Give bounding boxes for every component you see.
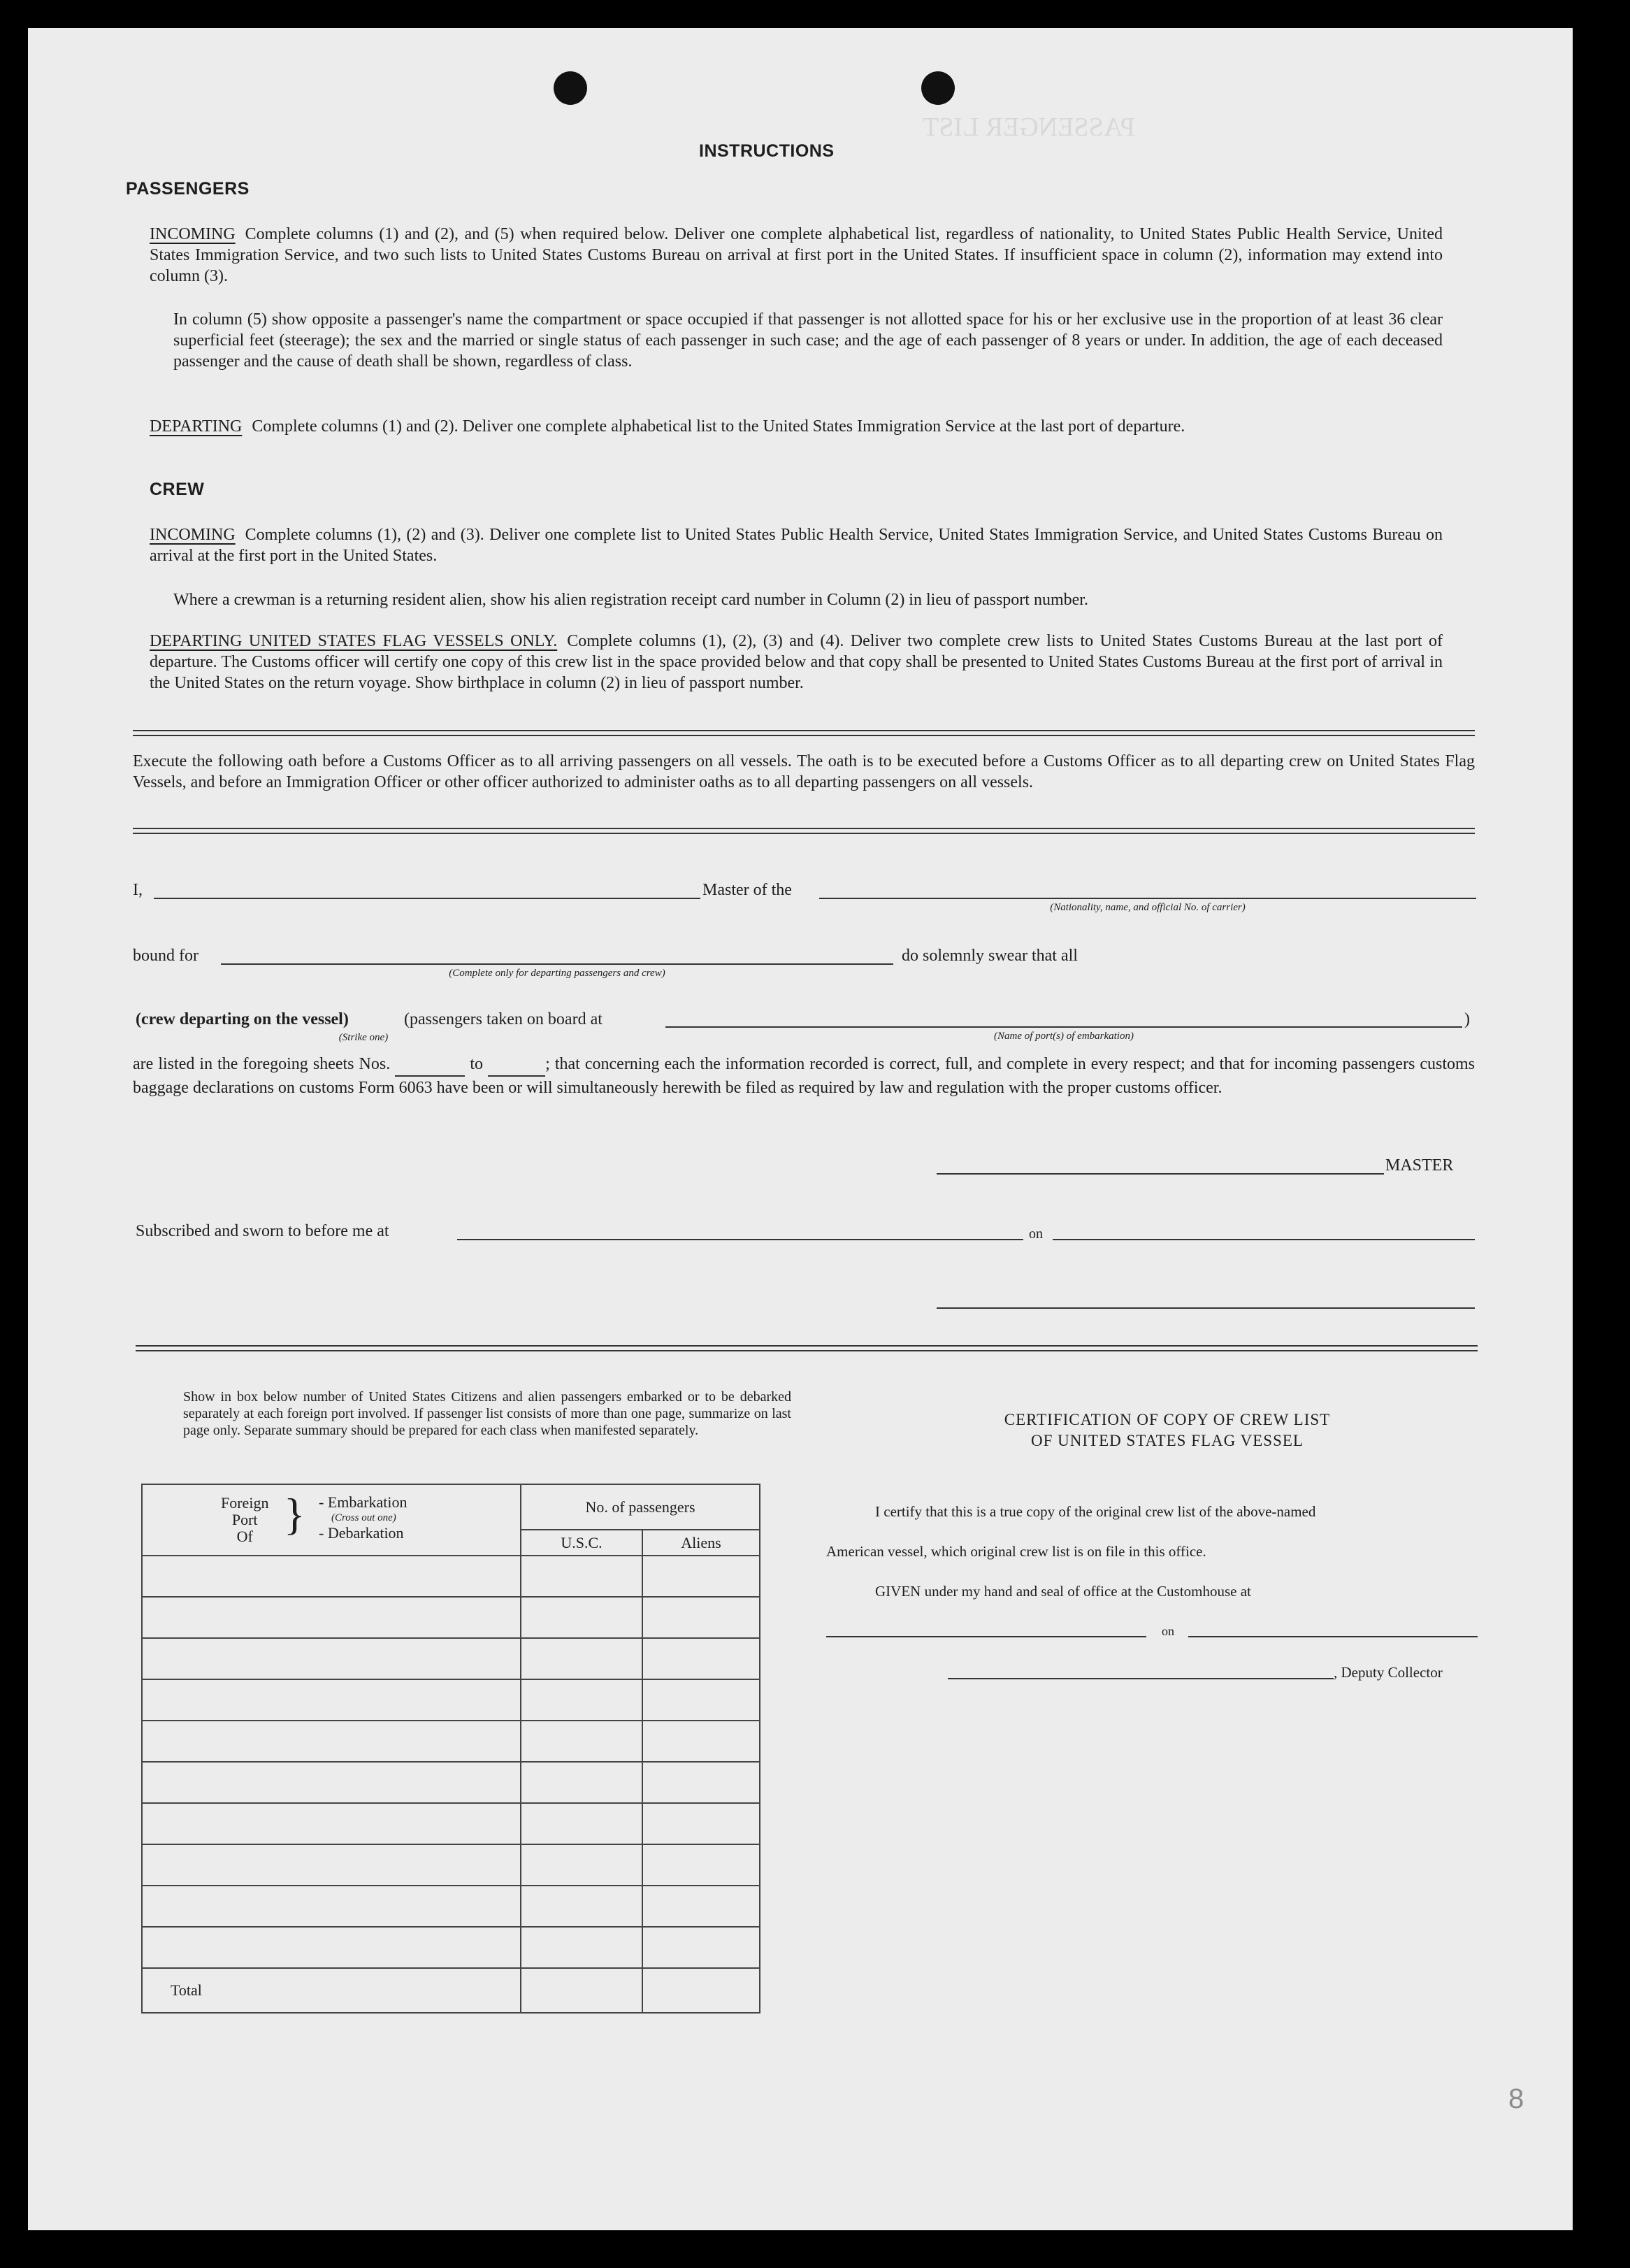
sheets-label: are listed in the foregoing sheets Nos. (133, 1055, 391, 1073)
table-row (142, 1721, 760, 1762)
sheet-to-blank[interactable] (488, 1053, 545, 1077)
aliens-cell[interactable] (642, 1803, 760, 1844)
passengers-incoming-label: INCOMING (150, 225, 236, 243)
total-row (142, 1968, 760, 2013)
debarkation-label: - Debarkation (319, 1524, 404, 1542)
section-divider-1 (133, 730, 1475, 736)
crew-heading: CREW (150, 480, 205, 499)
table-row (142, 1638, 760, 1679)
foreign-label: Foreign (221, 1494, 269, 1512)
certification-date-line[interactable] (1188, 1636, 1478, 1637)
usc-cell[interactable] (521, 1679, 642, 1721)
master-of-label: Master of the (702, 881, 792, 899)
close-paren: ) (1464, 1010, 1470, 1028)
usc-cell[interactable] (521, 1927, 642, 1968)
aliens-cell[interactable] (642, 1556, 760, 1597)
passengers-departing-block (150, 416, 1443, 437)
embarkation-label: - Embarkation (319, 1493, 408, 1511)
bound-for-line[interactable] (221, 963, 893, 965)
usc-cell[interactable] (521, 1844, 642, 1886)
bleed-through-text: PASSENGER LIST (923, 113, 1135, 142)
table-row (142, 1597, 760, 1638)
aliens-cell[interactable] (642, 1638, 760, 1679)
table-row (142, 1556, 760, 1597)
customhouse-line[interactable] (826, 1636, 1146, 1637)
port-cell[interactable] (142, 1886, 521, 1927)
master-name-line[interactable] (154, 898, 700, 899)
table-row (142, 1886, 760, 1927)
subscribed-on-label: on (1029, 1226, 1043, 1242)
table-row (142, 1844, 760, 1886)
cross-out-hint: (Cross out one) (331, 1512, 396, 1523)
port-cell[interactable] (142, 1844, 521, 1886)
oath-i-label: I, (133, 881, 143, 899)
brace-icon: } (284, 1489, 305, 1539)
usc-cell[interactable] (521, 1721, 642, 1762)
aliens-cell[interactable] (642, 1762, 760, 1803)
crew-departing-text: Complete columns (1), (2), (3) and (4). Deliver two complete crew lists to United States Customs Bureau at the last port of departure. The Customs officer will certify one copy of this crew list in the space provided below and that copy shall be presented to United States Customs Bureau at the first port of arrival in the United States on the return voyage. Show birthplace in column (2) in lieu of passport number. (150, 632, 1443, 692)
port-cell[interactable] (142, 1679, 521, 1721)
usc-cell[interactable] (521, 1803, 642, 1844)
table-row (142, 1679, 760, 1721)
section-divider-3 (136, 1345, 1478, 1351)
carrier-line[interactable] (819, 898, 1476, 899)
certification-on-label: on (1162, 1624, 1174, 1638)
port-cell[interactable] (142, 1803, 521, 1844)
port-cell[interactable] (142, 1597, 521, 1638)
sheet-from-blank[interactable] (395, 1053, 465, 1077)
master-label: MASTER (1385, 1156, 1454, 1175)
deputy-collector-label: , Deputy Collector (1334, 1664, 1443, 1681)
certification-title-line-1: CERTIFICATION OF COPY OF CREW LIST (1004, 1411, 1331, 1428)
officer-signature-line[interactable] (937, 1307, 1475, 1309)
aliens-cell[interactable] (642, 1679, 760, 1721)
passengers-incoming-text: Complete columns (1) and (2), and (5) when required below. Deliver one complete alphabetical list, regardless of nationality, to United States Public Health Service, United States Immigration Service, and two such lists to United States Customs Bureau on arrival at first port in the United States. If insufficient space in column (2), information may extend into column (3). (150, 225, 1443, 285)
swear-text: do solemnly swear that all (902, 947, 1078, 965)
aliens-header: Aliens (642, 1530, 760, 1556)
crew-incoming-block (150, 524, 1443, 566)
subscribed-place-line[interactable] (457, 1239, 1023, 1240)
carrier-hint: (Nationality, name, and official No. of carrier) (1050, 902, 1246, 913)
port-cell[interactable] (142, 1762, 521, 1803)
passenger-summary-table (141, 1484, 760, 2014)
total-label-cell (142, 1968, 521, 2013)
port-label: Port (231, 1511, 258, 1528)
aliens-cell[interactable] (642, 1886, 760, 1927)
total-label: Total (171, 1981, 202, 1999)
resident-alien-instructions: Where a crewman is a returning resident alien, show his alien registration receipt card number in Column (2) in lieu of passport number. (173, 591, 1088, 609)
passengers-departing-text: Complete columns (1) and (2). Deliver one complete alphabetical list to the United States Immigration Service at the last port of departure. (252, 417, 1185, 436)
table-row (142, 1803, 760, 1844)
usc-cell[interactable] (521, 1762, 642, 1803)
crew-departing-option: (crew departing on the vessel) (136, 1010, 349, 1028)
crew-departing-block (150, 631, 1443, 694)
certification-title-line-2: OF UNITED STATES FLAG VESSEL (1031, 1432, 1304, 1449)
aliens-cell[interactable] (642, 1844, 760, 1886)
aliens-cell[interactable] (642, 1721, 760, 1762)
passengers-taken-option: (passengers taken on board at (404, 1010, 603, 1028)
crew-incoming-text: Complete columns (1), (2) and (3). Deliver one complete list to United States Public Health Service, United States Immigration Service, and United States Customs Bureau on arrival at the first port in the United States. (150, 526, 1443, 565)
punch-hole-left (554, 71, 587, 105)
aliens-cell[interactable] (642, 1927, 760, 1968)
port-cell[interactable] (142, 1638, 521, 1679)
port-cell[interactable] (142, 1556, 521, 1597)
usc-cell[interactable] (521, 1638, 642, 1679)
section-divider-2 (133, 828, 1475, 834)
master-signature-line[interactable] (937, 1173, 1384, 1175)
usc-header: U.S.C. (521, 1530, 642, 1556)
usc-cell[interactable] (521, 1886, 642, 1927)
port-cell[interactable] (142, 1721, 521, 1762)
table-row (142, 1927, 760, 1968)
usc-cell[interactable] (521, 1597, 642, 1638)
summary-instructions: Show in box below number of United States Citizens and alien passengers embarked or to be debarked separately at each foreign port involved. If passenger list consists of more than one page, summarize on last page only. Separate summary should be prepared for each class when manifested separately. (183, 1389, 791, 1438)
bound-for-hint: (Complete only for departing passengers and crew) (449, 968, 665, 979)
passengers-departing-label: DEPARTING (150, 417, 243, 436)
certify-line-1: I certify that this is a true copy of the original crew list of the above-named (875, 1503, 1316, 1520)
of-label: Of (236, 1528, 253, 1545)
certification-title (853, 1409, 1482, 1451)
subscribed-date-line[interactable] (1053, 1239, 1475, 1240)
crew-departing-label: DEPARTING UNITED STATES FLAG VESSELS ONLY. (150, 632, 558, 650)
passengers-incoming-block (150, 224, 1443, 287)
page-number: 8 (1508, 2083, 1524, 2114)
table-row (142, 1762, 760, 1803)
deputy-signature-line[interactable] (948, 1678, 1334, 1679)
page-title: INSTRUCTIONS (699, 141, 835, 161)
column5-instructions: In column (5) show opposite a passenger's name the compartment or space occupied if that passenger is not allotted space for his or her exclusive use in the proportion of at least 36 clear superficial feet (steerage); the sex and the married or single status of each passenger in such case; and the age of each passenger of 8 years or under. In addition, the age of each deceased passenger and the cause of death shall be shown, regardless of class. (173, 310, 1443, 371)
crew-incoming-label: INCOMING (150, 526, 236, 544)
certify-line-2: American vessel, which original crew list is on file in this office. (826, 1543, 1206, 1560)
usc-cell[interactable] (521, 1556, 642, 1597)
port-cell[interactable] (142, 1927, 521, 1968)
punch-hole-right (921, 71, 955, 105)
given-line: GIVEN under my hand and seal of office at the Customhouse at (875, 1583, 1251, 1600)
bound-for-label: bound for (133, 947, 199, 965)
to-label: to (470, 1055, 484, 1073)
embarkation-ports-hint: (Name of port(s) of embarkation) (994, 1031, 1134, 1042)
strike-one-hint: (Strike one) (338, 1032, 389, 1043)
total-aliens-cell[interactable] (642, 1968, 760, 2013)
port-header-cell (142, 1484, 521, 1556)
document-page (28, 28, 1573, 2230)
aliens-cell[interactable] (642, 1597, 760, 1638)
oath-statement-text: ; that concerning each the information recorded is correct, full, and complete in every respect; and that for incoming passengers customs baggage declarations on customs Form 6063 have been or will simultaneously herewith be filed as required by law and regulation with the proper customs officer. (133, 1055, 1476, 1097)
passengers-heading: PASSENGERS (126, 179, 250, 199)
oath-instructions: Execute the following oath before a Customs Officer as to all arriving passengers on all vessels. The oath is to be executed before a Customs Officer as to all departing crew on United States Flag Vessels, and before an Immigration Officer or other officer authorized to administer oaths as to all departing passengers on all vessels. (133, 752, 1475, 791)
oath-statement (133, 1053, 1475, 1099)
no-of-passengers-header: No. of passengers (521, 1484, 760, 1530)
total-usc-cell[interactable] (521, 1968, 642, 2013)
subscribed-label: Subscribed and sworn to before me at (136, 1222, 389, 1240)
embarkation-ports-line[interactable] (665, 1026, 1462, 1028)
